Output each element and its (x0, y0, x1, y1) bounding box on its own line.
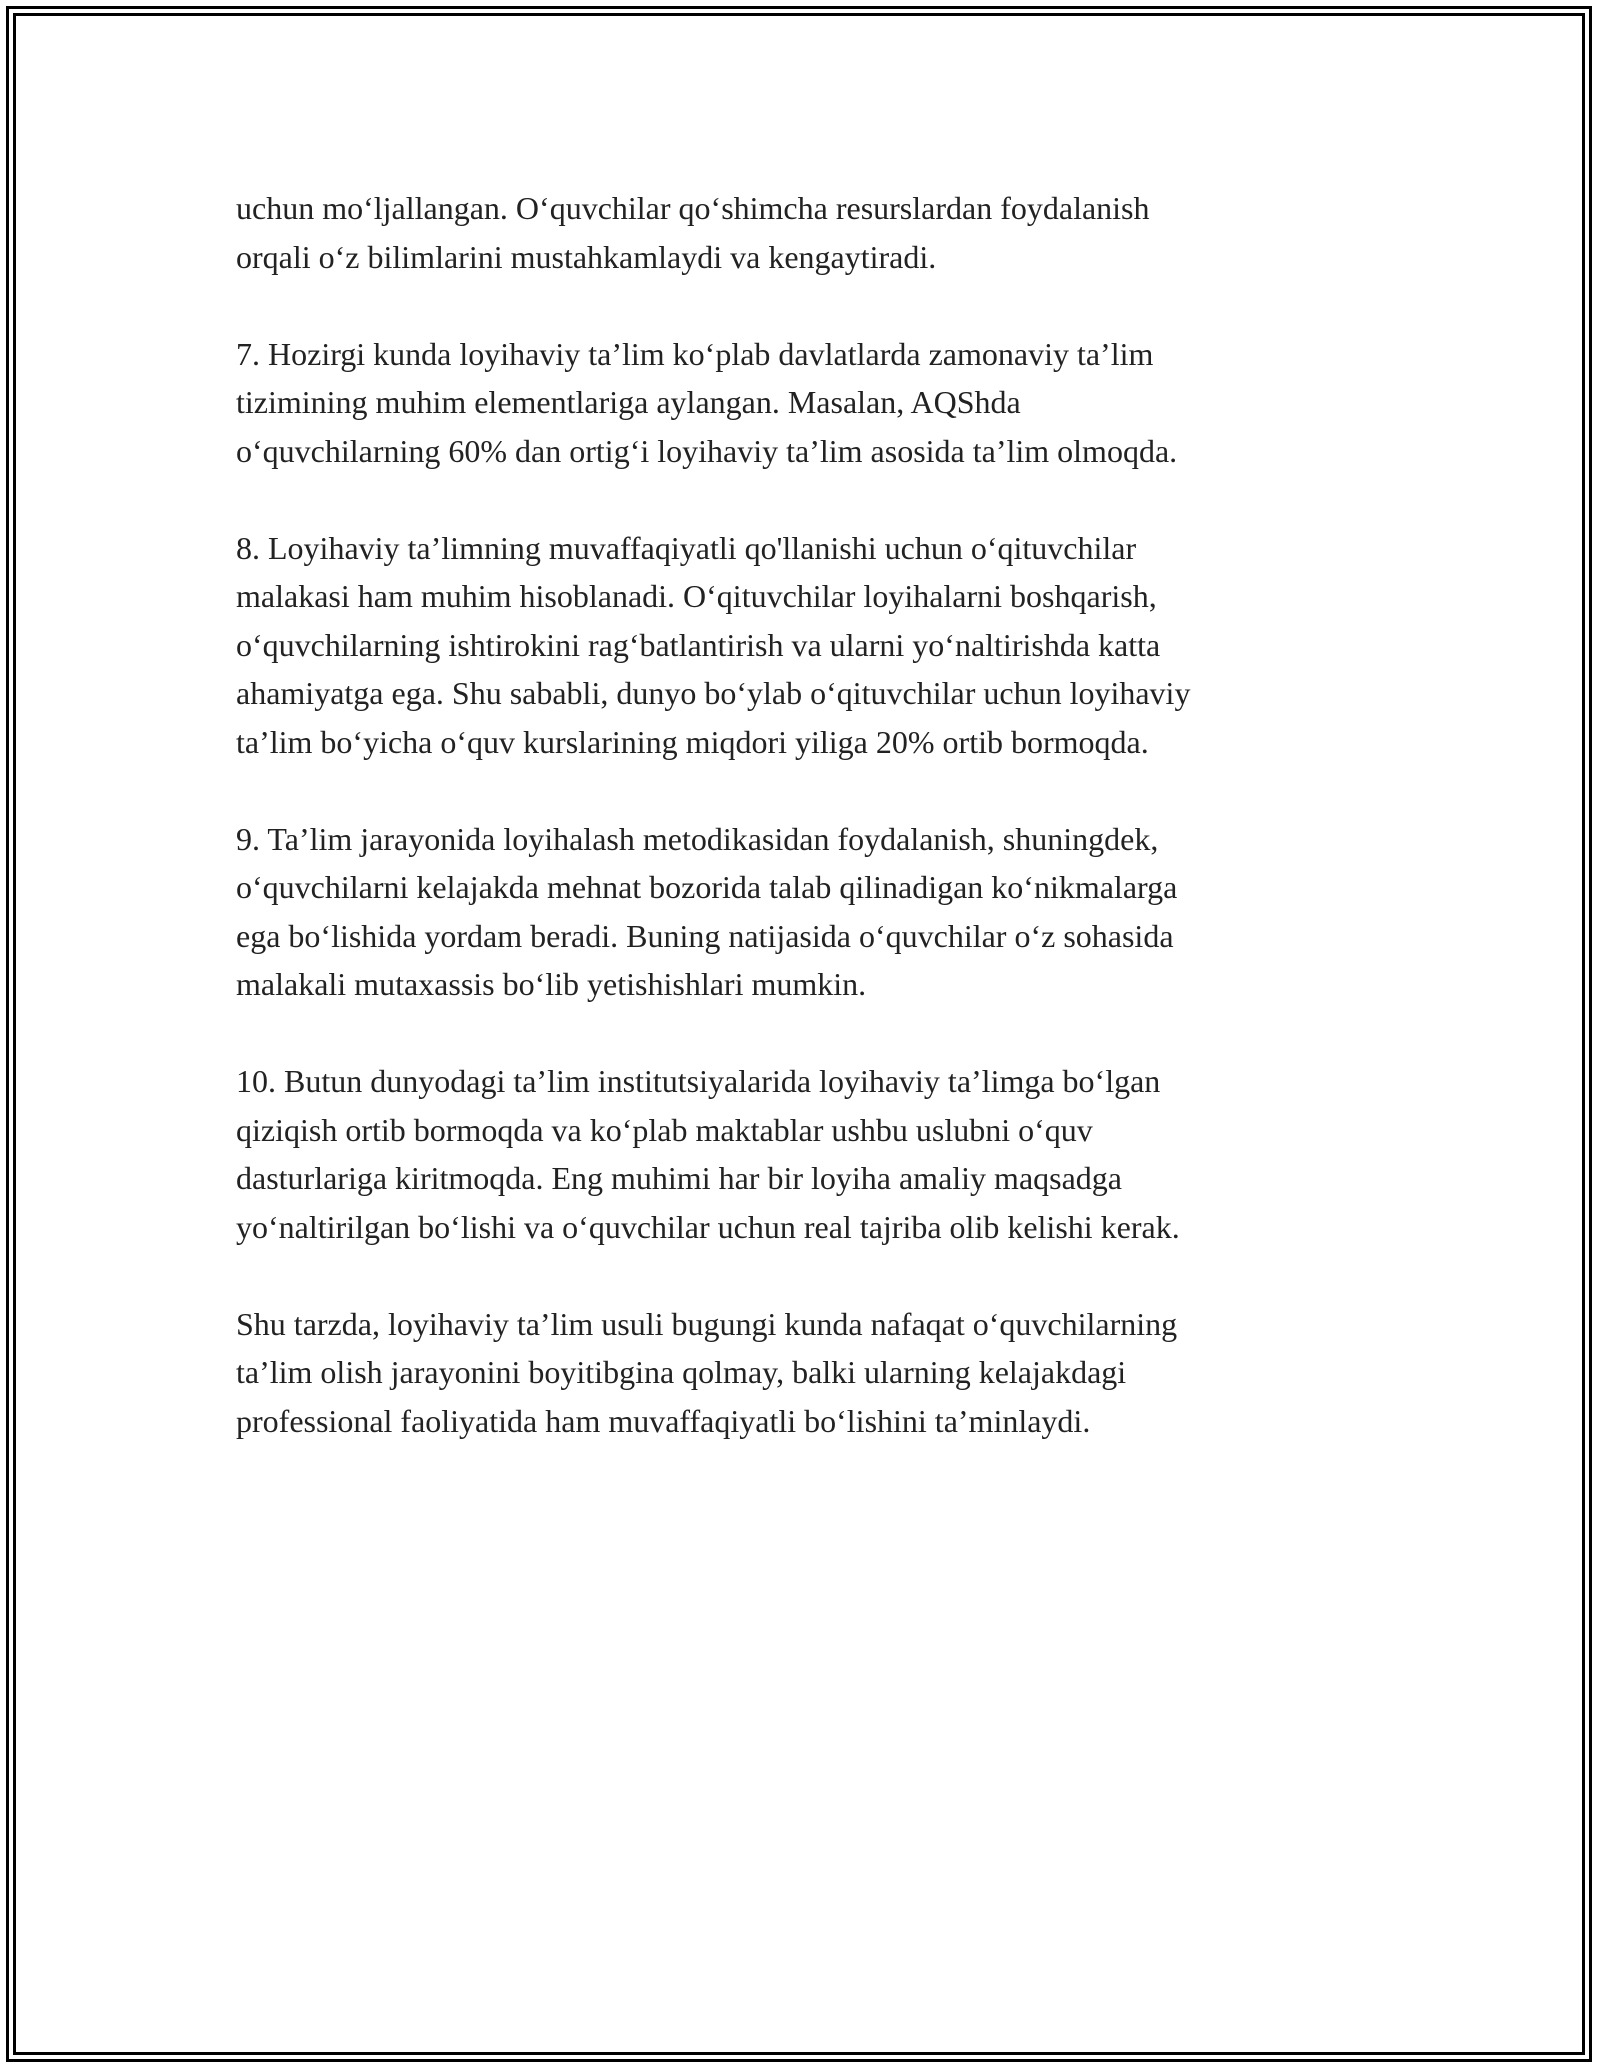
text-line: 8. Loyihaviy ta’limning muvaffaqiyatli qo'llanishi uchun o‘qituvchilar (236, 529, 1137, 566)
text-line: o‘quvchilarning 60% dan ortig‘i loyihaviy ta’lim asosida ta’lim olmoqda. (236, 432, 1178, 469)
paragraph-item-9 (236, 815, 1376, 1009)
document-body (236, 184, 1376, 1494)
text-line: orqali o‘z bilimlarini mustahkamlaydi va kengaytiradi. (236, 238, 937, 275)
text-line: tizimining muhim elementlariga aylangan. Masalan, AQShda (236, 384, 1021, 420)
text-line: o‘quvchilarni kelajakda mehnat bozorida talab qilinadigan ko‘nikmalarga (236, 869, 1178, 905)
text-line: ta’lim bo‘yicha o‘quv kurslarining miqdori yiliga 20% ortib bormoqda. (236, 723, 1149, 760)
text-line: 7. Hozirgi kunda loyihaviy ta’lim ko‘plab davlatlarda zamonaviy ta’lim (236, 335, 1154, 372)
text-line: 9. Ta’lim jarayonida loyihalash metodikasidan foydalanish, shuningdek, (236, 820, 1159, 857)
text-line: uchun mo‘ljallangan. O‘quvchilar qo‘shimcha resurslardan foydalanish (236, 190, 1150, 226)
text-line: malakasi ham muhim hisoblanadi. O‘qituvchilar loyihalarni boshqarish, (236, 578, 1157, 614)
text-line: professional faoliyatida ham muvaffaqiyatli bo‘lishini ta’minlaydi. (236, 1402, 1091, 1439)
paragraph-item-7 (236, 330, 1376, 476)
text-line: qiziqish ortib bormoqda va ko‘plab maktablar ushbu uslubni o‘quv (236, 1111, 1093, 1148)
paragraph-item-8 (236, 524, 1376, 767)
paragraph-continuation (236, 184, 1376, 281)
text-line: ta’lim olish jarayonini boyitibgina qolmay, balki ularning kelajakdagi (236, 1354, 1127, 1390)
text-line: ahamiyatga ega. Shu sababli, dunyo bo‘ylab o‘qituvchilar uchun loyihaviy (236, 675, 1191, 711)
text-line: yo‘naltirilgan bo‘lishi va o‘quvchilar uchun real tajriba olib kelishi kerak. (236, 1208, 1180, 1245)
text-line: Shu tarzda, loyihaviy ta’lim usuli bugungi kunda nafaqat o‘quvchilarning (236, 1305, 1178, 1342)
text-line: malakali mutaxassis bo‘lib yetishishlari mumkin. (236, 966, 867, 1002)
paragraph-item-10 (236, 1057, 1376, 1251)
text-line: dasturlariga kiritmoqda. Eng muhimi har bir loyiha amaliy maqsadga (236, 1160, 1122, 1196)
text-line: 10. Butun dunyodagi ta’lim institutsiyalarida loyihaviy ta’limga bo‘lgan (236, 1063, 1161, 1099)
text-line: ega bo‘lishida yordam beradi. Buning natijasida o‘quvchilar o‘z sohasida (236, 917, 1174, 954)
text-line: o‘quvchilarning ishtirokini rag‘batlantirish va ularni yo‘naltirishda katta (236, 626, 1161, 663)
paragraph-conclusion (236, 1300, 1376, 1446)
